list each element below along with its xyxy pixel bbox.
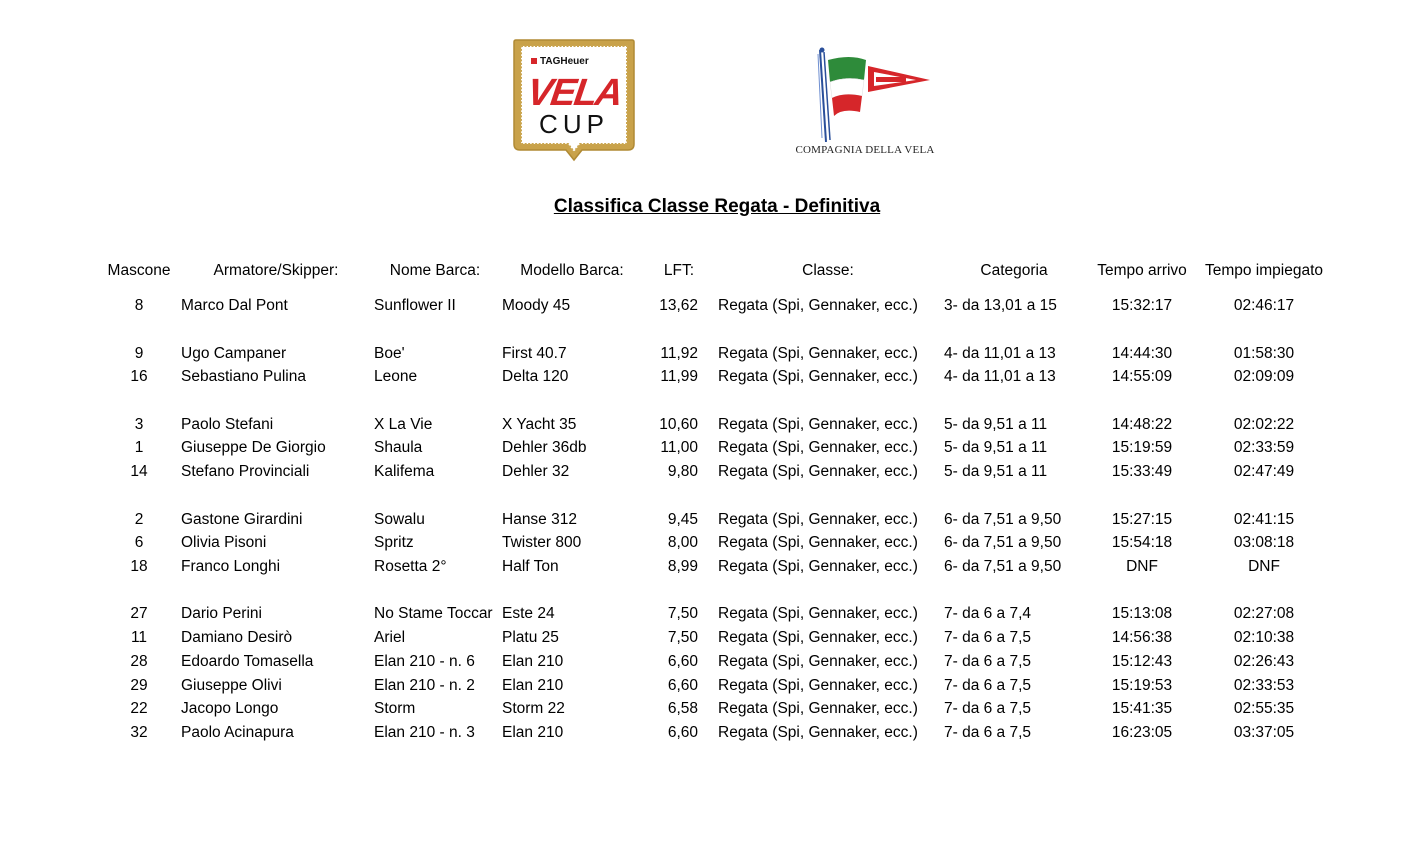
cell-nome: Leone bbox=[374, 368, 418, 385]
table-header bbox=[0, 260, 1414, 282]
cell-categoria: 6- da 7,51 a 9,50 bbox=[944, 534, 1062, 551]
cell-categoria: 5- da 9,51 a 11 bbox=[944, 416, 1048, 433]
cell-classe: Regata (Spi, Gennaker, ecc.) bbox=[718, 416, 918, 433]
compagnia-della-vela-logo bbox=[780, 46, 950, 164]
cell-lft: 7,50 bbox=[667, 605, 698, 622]
cell-arrivo: 14:55:09 bbox=[1111, 368, 1173, 385]
header-lft: LFT: bbox=[663, 262, 695, 279]
cell-impiegato: 02:02:22 bbox=[1233, 416, 1295, 433]
table-row bbox=[0, 437, 1414, 459]
cell-arrivo: 15:27:15 bbox=[1111, 511, 1173, 528]
cell-lft: 11,99 bbox=[660, 368, 698, 385]
cell-lft: 6,60 bbox=[667, 677, 698, 694]
cell-modello: Elan 210 bbox=[502, 653, 564, 670]
cell-arrivo: 15:41:35 bbox=[1111, 700, 1173, 717]
cell-arrivo: 15:12:43 bbox=[1111, 653, 1173, 670]
cell-classe: Regata (Spi, Gennaker, ecc.) bbox=[718, 463, 918, 480]
cell-impiegato: 03:08:18 bbox=[1233, 534, 1295, 551]
cell-lft: 9,45 bbox=[667, 511, 698, 528]
cell-impiegato: 02:33:53 bbox=[1233, 677, 1295, 694]
table-row bbox=[0, 556, 1414, 578]
cell-armatore: Dario Perini bbox=[181, 605, 262, 622]
cell-modello: First 40.7 bbox=[502, 345, 567, 362]
header-armatore: Armatore/Skipper: bbox=[213, 262, 339, 279]
cell-arrivo: 15:19:59 bbox=[1111, 439, 1173, 456]
cell-impiegato: 02:55:35 bbox=[1233, 700, 1295, 717]
cell-nome: No Stame Toccar bbox=[374, 605, 493, 622]
cell-modello: Half Ton bbox=[502, 558, 559, 575]
cell-armatore: Gastone Girardini bbox=[181, 511, 303, 528]
table-row bbox=[0, 509, 1414, 531]
cell-arrivo: 14:56:38 bbox=[1111, 629, 1173, 646]
header-tempo-arrivo: Tempo arrivo bbox=[1097, 262, 1187, 279]
cell-impiegato: 02:33:59 bbox=[1233, 439, 1295, 456]
header-tempo-impiegato: Tempo impiegato bbox=[1204, 262, 1324, 279]
cell-armatore: Paolo Acinapura bbox=[181, 724, 294, 741]
cell-nome: Sunflower II bbox=[374, 297, 456, 314]
table-row bbox=[0, 532, 1414, 554]
cell-arrivo: 15:33:49 bbox=[1111, 463, 1173, 480]
cell-mascone: 2 bbox=[134, 511, 144, 528]
cell-arrivo: DNF bbox=[1126, 558, 1158, 575]
cell-arrivo: 15:13:08 bbox=[1111, 605, 1173, 622]
cell-mascone: 1 bbox=[134, 439, 144, 456]
svg-text:CUP: CUP bbox=[539, 109, 609, 139]
cell-categoria: 6- da 7,51 a 9,50 bbox=[944, 511, 1062, 528]
compagnia-della-vela-caption: COMPAGNIA DELLA VELA bbox=[795, 144, 935, 156]
cell-modello: Hanse 312 bbox=[502, 511, 577, 528]
cell-armatore: Giuseppe De Giorgio bbox=[181, 439, 326, 456]
cell-impiegato: 02:10:38 bbox=[1233, 629, 1295, 646]
cell-classe: Regata (Spi, Gennaker, ecc.) bbox=[718, 558, 918, 575]
cell-categoria: 4- da 11,01 a 13 bbox=[944, 368, 1056, 385]
cell-nome: Elan 210 - n. 3 bbox=[374, 724, 475, 741]
table-row bbox=[0, 366, 1414, 388]
cell-impiegato: DNF bbox=[1248, 558, 1280, 575]
header-modello-barca: Modello Barca: bbox=[520, 262, 624, 279]
cell-nome: Elan 210 - n. 2 bbox=[374, 677, 475, 694]
cell-arrivo: 14:48:22 bbox=[1111, 416, 1173, 433]
table-row bbox=[0, 461, 1414, 483]
flag-burgee-icon bbox=[780, 46, 950, 142]
cell-armatore: Damiano Desirò bbox=[181, 629, 293, 646]
cell-mascone: 11 bbox=[130, 629, 148, 646]
cell-nome: Shaula bbox=[374, 439, 423, 456]
cell-mascone: 27 bbox=[130, 605, 148, 622]
cell-classe: Regata (Spi, Gennaker, ecc.) bbox=[718, 677, 918, 694]
cell-mascone: 32 bbox=[130, 724, 148, 741]
cell-mascone: 14 bbox=[130, 463, 148, 480]
cell-mascone: 28 bbox=[130, 653, 148, 670]
cell-nome: Elan 210 - n. 6 bbox=[374, 653, 475, 670]
cell-categoria: 3- da 13,01 a 15 bbox=[944, 297, 1057, 314]
cell-lft: 13,62 bbox=[659, 297, 698, 314]
cell-classe: Regata (Spi, Gennaker, ecc.) bbox=[718, 653, 918, 670]
svg-text:TAGHeuer: TAGHeuer bbox=[540, 56, 589, 67]
table-row bbox=[0, 675, 1414, 697]
cell-armatore: Paolo Stefani bbox=[181, 416, 274, 433]
cell-nome: Kalifema bbox=[374, 463, 435, 480]
cell-modello: Delta 120 bbox=[502, 368, 569, 385]
cell-arrivo: 15:32:17 bbox=[1111, 297, 1173, 314]
cell-mascone: 3 bbox=[134, 416, 144, 433]
svg-text:VELA: VELA bbox=[524, 71, 624, 114]
cell-impiegato: 02:27:08 bbox=[1233, 605, 1295, 622]
cell-nome: Sowalu bbox=[374, 511, 425, 528]
table-row bbox=[0, 343, 1414, 365]
cell-classe: Regata (Spi, Gennaker, ecc.) bbox=[718, 345, 918, 362]
cell-impiegato: 02:26:43 bbox=[1233, 653, 1295, 670]
cell-modello: Twister 800 bbox=[502, 534, 582, 551]
cell-lft: 10,60 bbox=[659, 416, 698, 433]
cell-modello: Storm 22 bbox=[502, 700, 565, 717]
cell-mascone: 22 bbox=[130, 700, 148, 717]
cell-mascone: 16 bbox=[130, 368, 148, 385]
cell-armatore: Stefano Provinciali bbox=[181, 463, 310, 480]
table-row bbox=[0, 295, 1414, 317]
cell-modello: Moody 45 bbox=[502, 297, 571, 314]
cell-categoria: 7- da 6 a 7,5 bbox=[944, 677, 1032, 694]
cell-impiegato: 02:41:15 bbox=[1233, 511, 1295, 528]
header-classe: Classe: bbox=[802, 262, 854, 279]
cell-categoria: 7- da 6 a 7,5 bbox=[944, 629, 1032, 646]
cell-classe: Regata (Spi, Gennaker, ecc.) bbox=[718, 368, 918, 385]
cell-armatore: Marco Dal Pont bbox=[181, 297, 288, 314]
cell-categoria: 7- da 6 a 7,5 bbox=[944, 653, 1032, 670]
cell-lft: 6,60 bbox=[667, 724, 698, 741]
header-categoria: Categoria bbox=[980, 262, 1048, 279]
vela-cup-badge-icon bbox=[512, 38, 636, 164]
table-row bbox=[0, 722, 1414, 744]
cell-armatore: Giuseppe Olivi bbox=[181, 677, 282, 694]
cell-categoria: 7- da 6 a 7,4 bbox=[944, 605, 1032, 622]
cell-modello: Este 24 bbox=[502, 605, 555, 622]
cell-arrivo: 15:54:18 bbox=[1111, 534, 1173, 551]
cell-nome: Boe' bbox=[374, 345, 405, 362]
cell-categoria: 5- da 9,51 a 11 bbox=[944, 463, 1048, 480]
page-title: Classifica Classe Regata - Definitiva bbox=[553, 196, 881, 217]
cell-lft: 8,99 bbox=[667, 558, 698, 575]
cell-classe: Regata (Spi, Gennaker, ecc.) bbox=[718, 439, 918, 456]
cell-lft: 6,60 bbox=[667, 653, 698, 670]
cell-armatore: Olivia Pisoni bbox=[181, 534, 267, 551]
cell-modello: X Yacht 35 bbox=[502, 416, 577, 433]
cell-categoria: 4- da 11,01 a 13 bbox=[944, 345, 1056, 362]
table-row bbox=[0, 651, 1414, 673]
table-row bbox=[0, 603, 1414, 625]
cell-classe: Regata (Spi, Gennaker, ecc.) bbox=[718, 297, 918, 314]
cell-arrivo: 15:19:53 bbox=[1111, 677, 1173, 694]
cell-modello: Platu 25 bbox=[502, 629, 559, 646]
cell-mascone: 8 bbox=[134, 297, 144, 314]
cell-armatore: Edoardo Tomasella bbox=[181, 653, 314, 670]
cell-lft: 7,50 bbox=[667, 629, 698, 646]
cell-nome: Storm bbox=[374, 700, 416, 717]
cell-lft: 6,58 bbox=[667, 700, 698, 717]
cell-lft: 8,00 bbox=[667, 534, 698, 551]
cell-lft: 11,00 bbox=[660, 439, 698, 456]
cell-nome: Ariel bbox=[374, 629, 406, 646]
cell-nome: Spritz bbox=[374, 534, 414, 551]
cell-categoria: 7- da 6 a 7,5 bbox=[944, 724, 1032, 741]
cell-arrivo: 16:23:05 bbox=[1111, 724, 1173, 741]
cell-categoria: 6- da 7,51 a 9,50 bbox=[944, 558, 1062, 575]
cell-armatore: Sebastiano Pulina bbox=[181, 368, 306, 385]
cell-modello: Dehler 32 bbox=[502, 463, 570, 480]
cell-modello: Elan 210 bbox=[502, 677, 564, 694]
table-row bbox=[0, 627, 1414, 649]
cell-classe: Regata (Spi, Gennaker, ecc.) bbox=[718, 629, 918, 646]
cell-armatore: Jacopo Longo bbox=[181, 700, 279, 717]
cell-impiegato: 02:47:49 bbox=[1233, 463, 1295, 480]
cell-lft: 9,80 bbox=[667, 463, 698, 480]
header-mascone: Mascone bbox=[107, 262, 171, 279]
cell-modello: Elan 210 bbox=[502, 724, 564, 741]
cell-mascone: 9 bbox=[134, 345, 144, 362]
cell-nome: Rosetta 2° bbox=[374, 558, 447, 575]
cell-arrivo: 14:44:30 bbox=[1111, 345, 1173, 362]
cell-impiegato: 01:58:30 bbox=[1233, 345, 1295, 362]
cell-classe: Regata (Spi, Gennaker, ecc.) bbox=[718, 605, 918, 622]
cell-armatore: Franco Longhi bbox=[181, 558, 281, 575]
cell-categoria: 5- da 9,51 a 11 bbox=[944, 439, 1048, 456]
cell-armatore: Ugo Campaner bbox=[181, 345, 287, 362]
table-row bbox=[0, 414, 1414, 436]
table-row bbox=[0, 698, 1414, 720]
cell-classe: Regata (Spi, Gennaker, ecc.) bbox=[718, 724, 918, 741]
cell-classe: Regata (Spi, Gennaker, ecc.) bbox=[718, 511, 918, 528]
cell-mascone: 29 bbox=[130, 677, 148, 694]
cell-classe: Regata (Spi, Gennaker, ecc.) bbox=[718, 700, 918, 717]
cell-impiegato: 02:46:17 bbox=[1233, 297, 1295, 314]
cell-lft: 11,92 bbox=[660, 345, 698, 362]
cell-classe: Regata (Spi, Gennaker, ecc.) bbox=[718, 534, 918, 551]
cell-categoria: 7- da 6 a 7,5 bbox=[944, 700, 1032, 717]
header-nome-barca: Nome Barca: bbox=[389, 262, 481, 279]
cell-mascone: 18 bbox=[130, 558, 148, 575]
cell-impiegato: 03:37:05 bbox=[1233, 724, 1295, 741]
tag-heuer-vela-cup-logo bbox=[512, 38, 636, 164]
cell-nome: X La Vie bbox=[374, 416, 433, 433]
cell-impiegato: 02:09:09 bbox=[1233, 368, 1295, 385]
cell-modello: Dehler 36db bbox=[502, 439, 587, 456]
cell-mascone: 6 bbox=[134, 534, 144, 551]
